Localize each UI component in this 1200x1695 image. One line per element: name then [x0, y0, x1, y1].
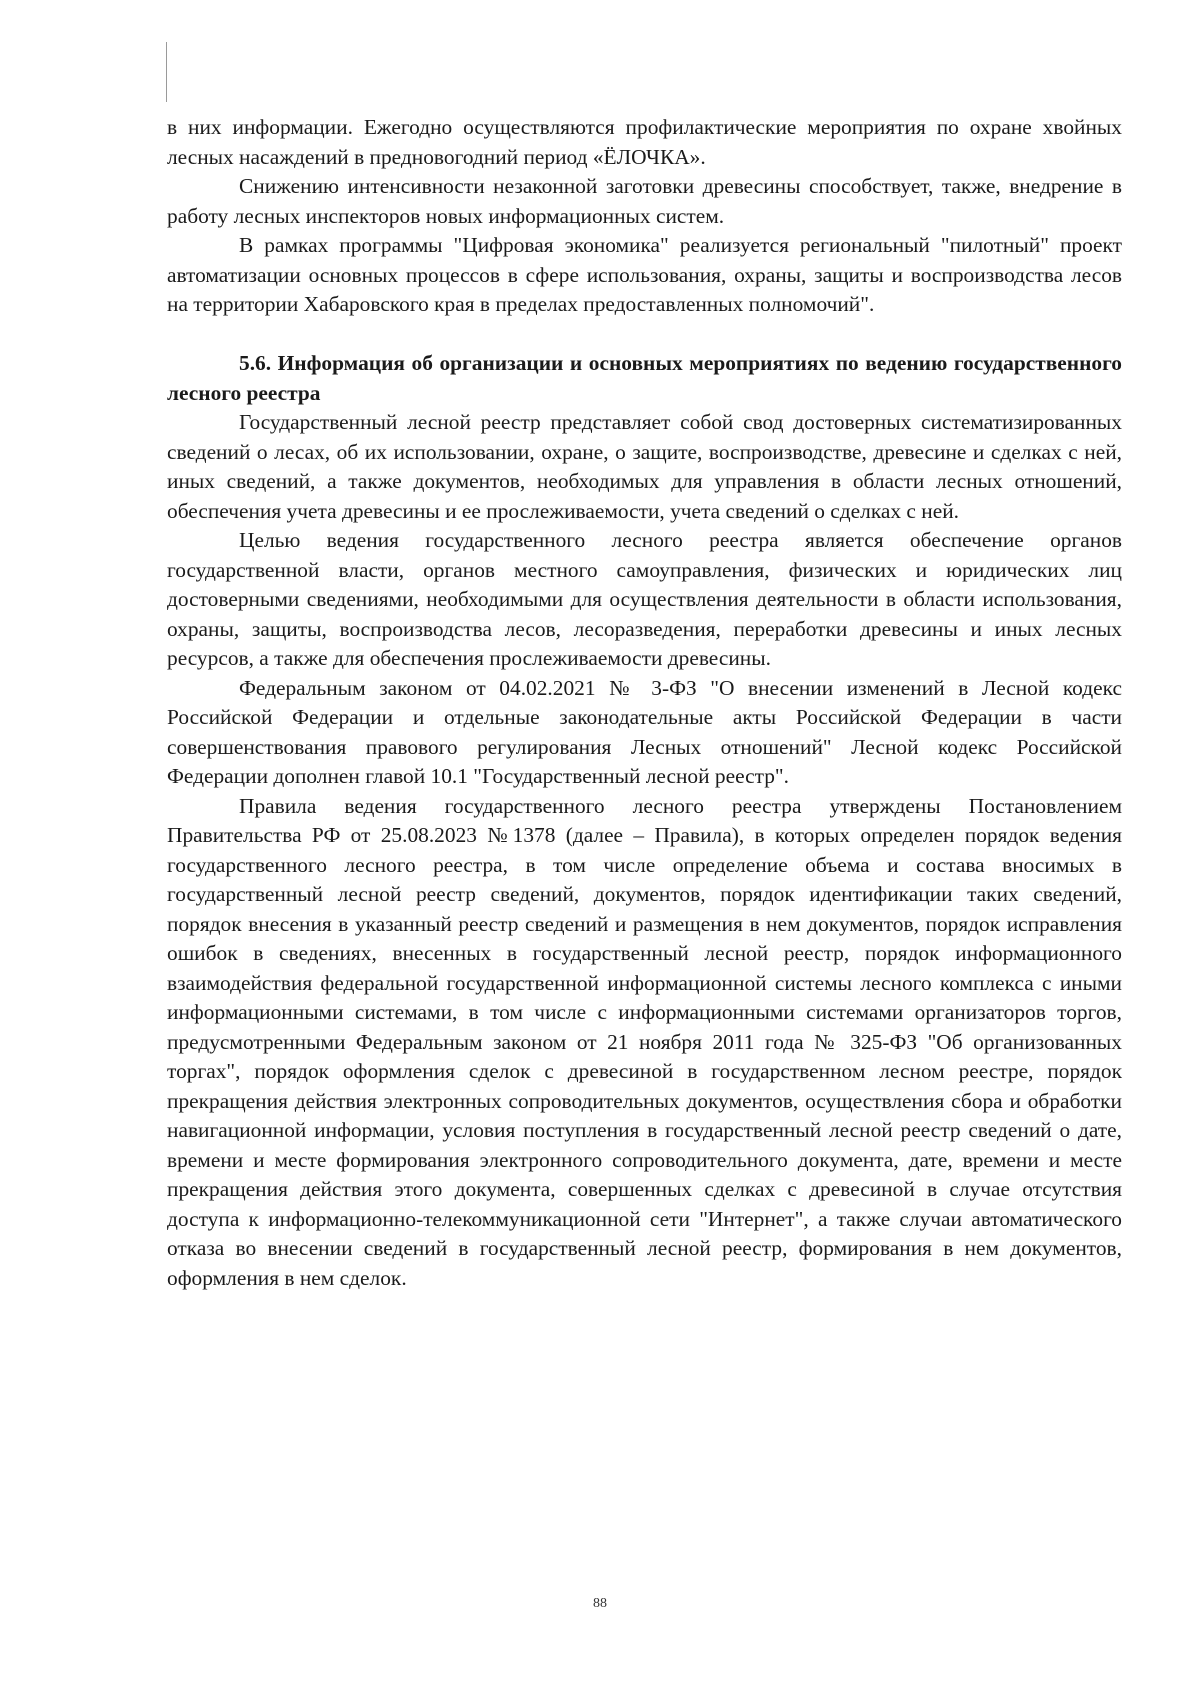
paragraph-continuation: в них информации. Ежегодно осуществляются профилактические мероприятия по охране хвойных лесных насаждений в предновогодний период «ЁЛОЧКА».	[167, 115, 1122, 169]
scan-artifact	[166, 42, 167, 102]
paragraph-registry-rules: Правила ведения государственного лесного реестра утверждены Постановлением Правительства РФ от 25.08.2023 №1378 (далее – Правила), в которых определен порядок ведения государственного лесного реестра, в том числе определение объема и состава вносимых в государственный лесной реестр сведений, документов, порядок идентификации таких сведений, порядок внесения в указанный реестр сведений и размещения в нем документов, порядок исправления ошибок в сведениях, внесенных в государственный лесной реестр, порядок информационного взаимодействия федеральной государственной информационной системы лесного комплекса с иными информационными системами, в том числе с информационными системами организаторов торгов, предусмотренными Федеральным законом от 21 ноября 2011 года № 325-ФЗ "Об организованных торгах", порядок оформления сделок с древесиной в государственном лесном реестре, порядок прекращения действия электронных сопроводительных документов, осуществления сбора и обработки навигационной информации, условия поступления в государственный лесной реестр сведений о дате, времени и месте формирования электронного сопроводительного документа, дате, времени и месте прекращения действия этого документа, совершенных сделках с древесиной в случае отсутствия доступа к информационно-телекоммуникационной сети "Интернет", а также случаи автоматического отказа во внесении сведений в государственный лесной реестр, формирования в нем документов, оформления в нем сделок.	[167, 793, 1122, 1290]
paragraph-federal-law: Федеральным законом от 04.02.2021 № 3-ФЗ "О внесении изменений в Лесной кодекс Российской Федерации и отдельные законодательные акты Российской Федерации в части совершенствования правового регулирования Лесных отношений" Лесной кодекс Российской Федерации дополнен главой 10.1 "Государственный лесной реестр".	[167, 675, 1122, 788]
section-heading: 5.6. Информация об организации и основных мероприятиях по ведению государственного лесного реестра	[167, 351, 1122, 405]
paragraph-registry-purpose: Целью ведения государственного лесного реестра является обеспечение органов государственной власти, органов местного самоуправления, физических и юридических лиц достоверными сведениями, необходимыми для осуществления деятельности в области использования, охраны, защиты, воспроизводства лесов, лесоразведения, переработки древесины и иных лесных ресурсов, а также для обеспечения прослеживаемости древесины.	[167, 528, 1122, 670]
page-number: 88	[593, 1596, 607, 1611]
paragraph-digital-economy: В рамках программы "Цифровая экономика" реализуется региональный "пилотный" проект автоматизации основных процессов в сфере использования, охраны, защиты и воспроизводства лесов на территории Хабаровского края в пределах предоставленных полномочий".	[167, 233, 1122, 316]
paragraph-registry-definition: Государственный лесной реестр представляет собой свод достоверных систематизированных сведений о лесах, об их использовании, охране, о защите, воспроизводстве, древесине и сделках с ней, иных сведений, а также документов, необходимых для управления в области лесных отношений, обеспечения учета древесины и ее прослеживаемости, учета сведений о сделках с ней.	[167, 410, 1122, 523]
document-page	[167, 113, 1122, 1293]
paragraph-illegal-logging: Снижению интенсивности незаконной заготовки древесины способствует, также, внедрение в работу лесных инспекторов новых информационных систем.	[167, 174, 1122, 228]
